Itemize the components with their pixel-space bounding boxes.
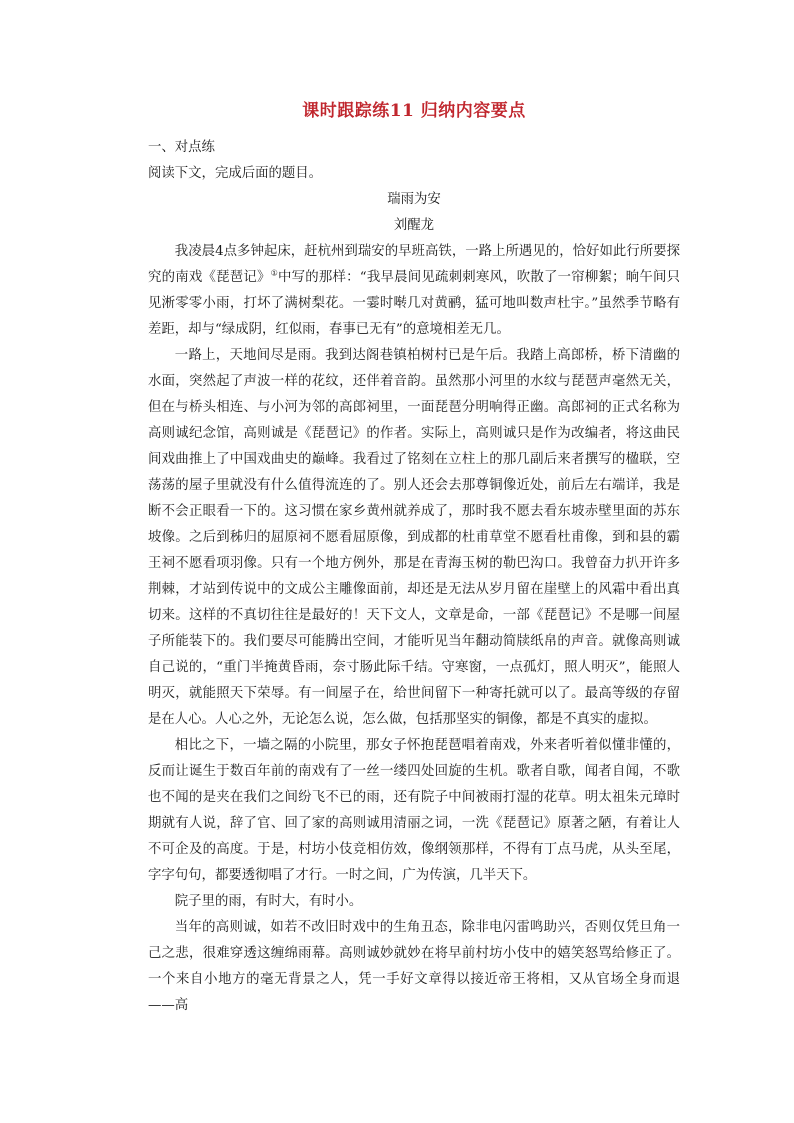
footnote-marker: ① bbox=[270, 268, 279, 278]
paragraph: 相比之下，一墙之隔的小院里，那女子怀抱琵琶唱着南戏，外来者听着似懂非懂的，反而让诞生于数百年前的南戏有了一丝一缕四处回旋的生机。歌者自歌，闻者自闻，不歌也不闻的是夹在我们之间纷飞不已的雨，还有院子中间被雨打湿的花草。明太祖朱元璋时期就有人说，辞了官、回了家的高则诚用清丽之词，一洗《琵琶记》原著之陋，有着让人不可企及的高度。于是，村坊小伎竞相仿效，像纲领那样，不得有丁点马虎，从头至尾，字字句句，都要透彻唱了才行。一时之间，广为传演，几半天下。 bbox=[148, 738, 680, 883]
instruction-text: 阅读下文，完成后面的题目。 bbox=[148, 166, 323, 181]
section-heading: 一、对点练 bbox=[148, 140, 215, 155]
paragraph: 一路上，天地间尽是雨。我到达阁巷镇柏树村已是午后。我踏上高郎桥，桥下清幽的水面，突然起了声波一样的花纹，还伴着音韵。虽然那小河里的水纹与琵琶声毫然无关，但在与桥头相连、与小河为邻的高郎祠里，一面琵琶分明响得正幽。高郎祠的正式名称为高则诚纪念馆，高则诚是《琵琶记》的作者。实际上，高则诚只是作为改编者，将这曲民间戏曲推上了中国戏曲史的巅峰。我看过了铭刻在立柱上的那几副后来者撰写的楹联，空荡荡的屋子里就没有什么值得流连的了。别人还会去那尊铜像近处，前后左右端详，我是断不会正眼看一下的。这习惯在家乡黄州就养成了，那时我不愿去看东坡赤壁里面的苏东坡像。之后到秭归的屈原祠不愿看屈原像，到成都的杜甫草堂不愿看杜甫像，到和县的霸王祠不愿看项羽像。只有一个地方例外，那是在青海玉树的勒巴沟口。我曾奋力扒开许多荆棘，才站到传说中的文成公主雕像面前，却还是无法从岁月留在崖壁上的风霜中看出真切来。这样的不真切往往是最好的！天下文人，文章是命，一部《琵琶记》不是哪一间屋子所能装下的。我们要尽可能腾出空间，才能听见当年翻动简牍纸帛的声音。就像高则诚自己说的，“重门半掩黄昏雨，奈寸肠此际千结。守寒窗，一点孤灯，照人明灭”，能照人明灭，就能照天下荣辱。有一间屋子在，给世间留下一种寄托就可以了。最高等级的存留是在人心。人心之外，无论怎么说，怎么做，包括那坚实的铜像，都是不真实的虚拟。 bbox=[148, 348, 680, 727]
paragraph: 院子里的雨，有时大，有时小。 bbox=[174, 894, 363, 909]
article-title: 瑞雨为安 bbox=[387, 192, 441, 207]
article-author: 刘醒龙 bbox=[393, 218, 435, 233]
document-page bbox=[148, 96, 680, 1019]
paragraph-text: 中写的那样：“我早晨间见疏刺刺寒风，吹散了一帘柳絮；晌午间只见淅零零小雨，打坏了满树梨花。一霎时啭几对黄鹂，猛可地叫数声杜宇。”虽然季节略有差距，却与“绿成阴，红似雨，春事已无有”的意境相差无几。 bbox=[148, 270, 680, 337]
paragraph bbox=[148, 239, 680, 343]
page-title: 课时跟踪练11 归纳内容要点 bbox=[302, 101, 526, 121]
article-body bbox=[148, 239, 680, 1019]
paragraph: 当年的高则诚，如若不改旧时戏中的生角丑态，除非电闪雷鸣助兴，否则仅凭旦角一己之悲，很难穿透这缠绵雨幕。高则诚妙就妙在将早前村坊小伎中的嬉笑怒骂给修正了。一个来自小地方的毫无背景之人，凭一手好文章得以接近帝王将相，又从官场全身而退——高 bbox=[148, 920, 680, 1013]
paragraph-text: 我凌晨4点多钟起床，赶杭州到瑞安的早班高铁，一路上所遇见的，恰好如此行所要探究的南戏《琵琶记》 bbox=[148, 244, 680, 285]
